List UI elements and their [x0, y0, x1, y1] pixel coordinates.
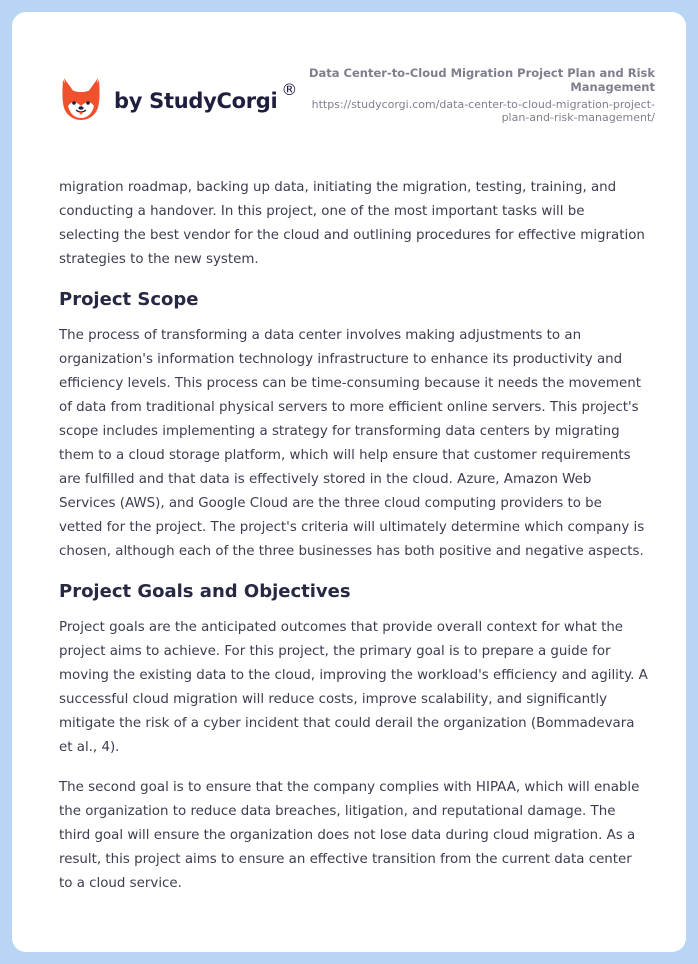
- document-card: [12, 12, 686, 952]
- document-title: Data Center-to-Cloud Migration Project Plan and Risk Management: [308, 66, 655, 94]
- brand-name: by StudyCorgi: [114, 89, 278, 113]
- paragraph: The process of transforming a data center involves making adjustments to an organization's information technology infrastructure to enhance its productivity and efficiency levels. This process can be time-consuming because it needs the movement of data from traditional physical servers to more efficient online servers. This project's scope includes implementing a strategy for transforming data centers by migrating them to a cloud storage platform, which will help ensure that customer requirements are fulfilled and that data is effectively stored in the cloud. Azure, Amazon Web Services (AWS), and Google Cloud are the three cloud computing providers to be vetted for the project. The project's criteria will ultimately determine which company is chosen, although each of the three businesses has both positive and negative aspects.: [59, 328, 645, 559]
- paragraph: The second goal is to ensure that the company complies with HIPAA, which will enable the organization to reduce data breaches, litigation, and reputational damage. The third goal will ensure the organization does not lose data during cloud migration. As a result, this project aims to ensure an effective transition from the current data center to a cloud service.: [59, 780, 640, 891]
- document-body: [59, 176, 649, 912]
- document-url[interactable]: https://studycorgi.com/data-center-to-cloud-migration-project-plan-and-risk-management/: [311, 98, 655, 124]
- intro-paragraph: migration roadmap, backing up data, initiating the migration, testing, training, and conducting a handover. In this project, one of the most important tasks will be selecting the best vendor for the cloud and outlining procedures for effective migration strategies to the new system.: [59, 180, 645, 267]
- section-heading-goals-objectives: Project Goals and Objectives: [59, 581, 351, 602]
- registered-mark: ®: [281, 79, 298, 99]
- corgi-logo-icon: [60, 76, 102, 122]
- document-meta: [295, 66, 655, 124]
- section-heading-project-scope: Project Scope: [59, 289, 199, 310]
- paragraph: Project goals are the anticipated outcomes that provide overall context for what the project aims to achieve. For this project, the primary goal is to prepare a guide for moving the existing data to the cloud, improving the workload's efficiency and agility. A successful cloud migration will reduce costs, improve scalability, and significantly mitigate the risk of a cyber incident that could derail the organization (Bommadevara et al., 4).: [59, 620, 648, 755]
- studycorgi-logo[interactable]: [60, 76, 297, 122]
